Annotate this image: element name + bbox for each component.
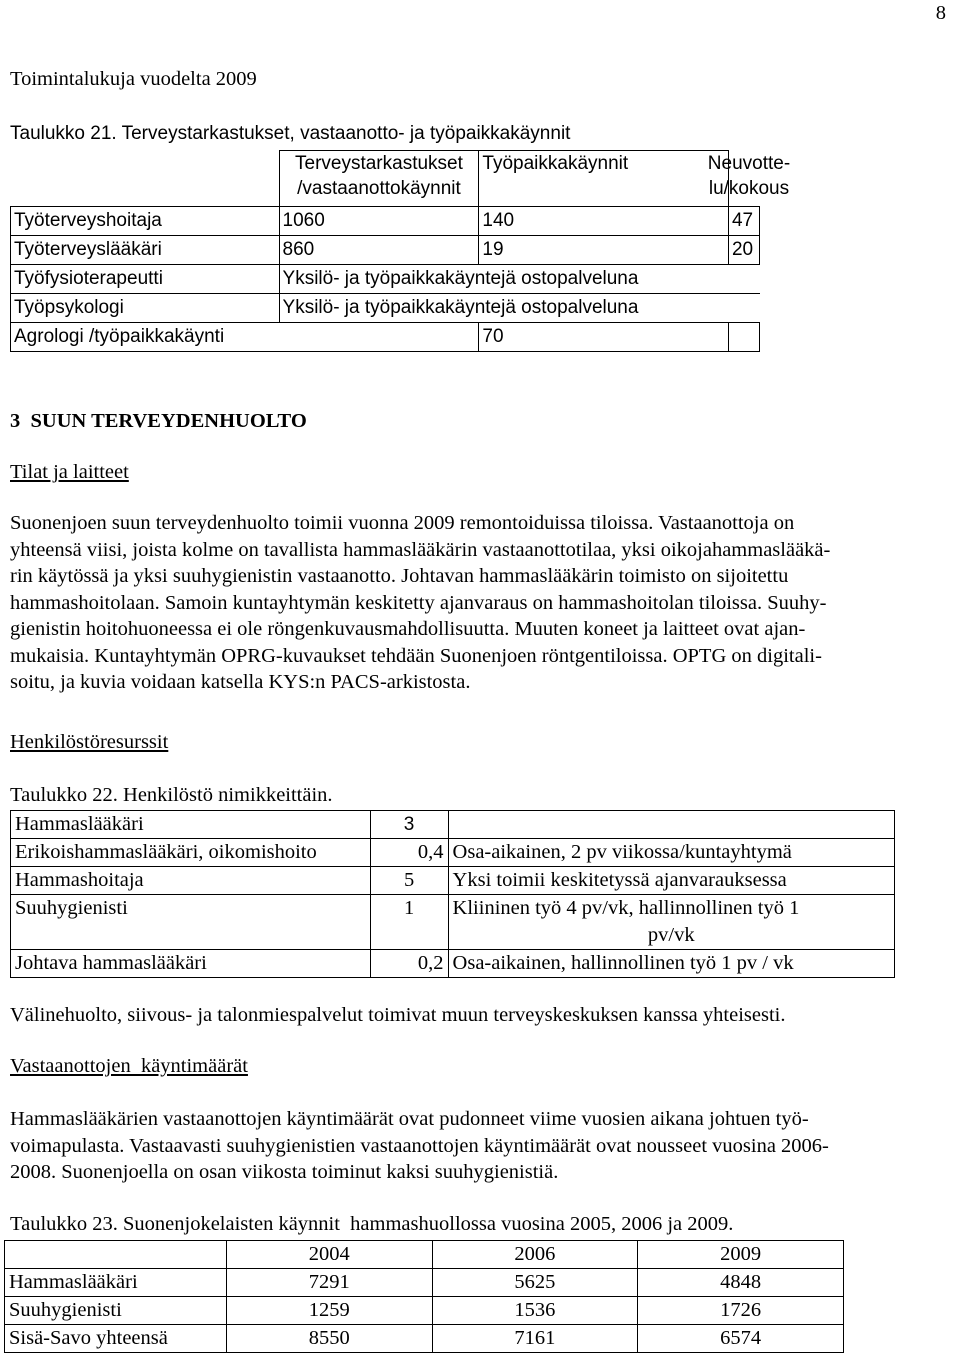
table-cell: 19 xyxy=(479,236,729,265)
table-cell xyxy=(448,811,894,839)
table-cell xyxy=(448,895,894,950)
table-cell: 5625 xyxy=(432,1269,638,1297)
table-cell: 70 xyxy=(479,323,729,352)
table-cell: Agrologi /työpaikkakäynti xyxy=(11,323,479,352)
paragraph-line: yhteensä viisi, joista kolme on tavallista hammaslääkärin vastaanottotilaa, yksi oikojahammaslääkä- xyxy=(10,538,831,561)
table-cell: 5 xyxy=(370,867,448,895)
table-cell: 3 xyxy=(370,811,448,839)
paragraph-kayntimaarat xyxy=(10,1106,955,1186)
table-row xyxy=(11,207,760,236)
table-cell: Hammashoitaja xyxy=(11,867,371,895)
paragraph-line: 2008. Suonenjoella on osan viikosta toiminut kaksi suuhygienistiä. xyxy=(10,1161,559,1183)
table-cell: Osa-aikainen, hallinnollinen työ 1 pv / vk xyxy=(448,950,894,978)
table-cell: Sisä-Savo yhteensä xyxy=(5,1325,227,1353)
table21-header-line: lu/kokous xyxy=(708,177,790,199)
table-cell: Työpsykologi xyxy=(11,294,280,323)
table-cell: 1536 xyxy=(432,1297,638,1325)
paragraph-line: mukaisia. Kuntayhtymän OPRG-kuvaukset tehdään Suonenjoen röntgentiloissa. OPTG on digitali- xyxy=(10,644,822,667)
table-row xyxy=(11,811,895,839)
subheading-henkilosto: Henkilöstöresurssit xyxy=(10,731,169,753)
table21-header-empty xyxy=(11,151,280,207)
table-cell: 1060 xyxy=(279,207,479,236)
table-cell: 7161 xyxy=(432,1325,638,1353)
table23-caption: Taulukko 23. Suonenjokelaisten käynnit hammashuollossa vuosina 2005, 2006 ja 2009. xyxy=(10,1213,734,1235)
subheading-tilat: Tilat ja laitteet xyxy=(10,461,129,483)
table-row xyxy=(5,1297,844,1325)
table22-caption: Taulukko 22. Henkilöstö nimikkeittäin. xyxy=(10,784,333,806)
table-row xyxy=(11,323,760,352)
table-cell-line: pv/vk xyxy=(647,924,695,946)
table-row xyxy=(5,1269,844,1297)
table-row xyxy=(11,236,760,265)
table-cell: Yksi toimii keskitetyssä ajanvarauksessa xyxy=(448,867,894,895)
paragraph-line: voimapulasta. Vastaavasti suuhygienistien vastaanottojen käyntimäärät ovat nousseet vuosina 2006- xyxy=(10,1134,829,1157)
table-cell: 140 xyxy=(479,207,729,236)
table21-header-line: /vastaanottokäynnit xyxy=(297,178,461,199)
table-cell: 860 xyxy=(279,236,479,265)
table21-header-line: Neuvotte- xyxy=(707,152,791,174)
table-row xyxy=(5,1325,844,1353)
table21 xyxy=(10,150,791,352)
table-cell: Erikoishammaslääkäri, oikomishoito xyxy=(11,839,371,867)
paragraph-line: soitu, ja kuvia voidaan katsella KYS:n PACS-arkistosta. xyxy=(10,671,471,693)
table21-header-line: Työpaikkakäynnit xyxy=(482,153,629,174)
paragraph-line: rin käytössä ja yksi suuhygienistin vastaanotto. Johtavan hammaslääkärin toimisto on sijoitettu xyxy=(10,565,789,587)
table-cell: 1259 xyxy=(226,1297,432,1325)
table-cell xyxy=(5,1241,227,1269)
table-cell: Osa-aikainen, 2 pv viikossa/kuntayhtymä xyxy=(448,839,894,867)
table-cell xyxy=(728,323,759,352)
paragraph-line: Hammaslääkärien vastaanottojen käyntimäärät ovat pudonneet viime vuosien aikana johtuen työ- xyxy=(10,1108,809,1130)
table-row xyxy=(11,950,895,978)
table-cell: 0,2 xyxy=(370,950,448,978)
paragraph-valinehuolto: Välinehuolto, siivous- ja talonmiespalvelut toimivat muun terveyskeskuksen kanssa yhteisesti. xyxy=(10,1004,786,1026)
table-cell: Työterveyslääkäri xyxy=(11,236,280,265)
table23 xyxy=(4,1240,844,1353)
table-cell: Yksilö- ja työpaikkakäyntejä ostopalveluna xyxy=(279,265,759,294)
page-number: 8 xyxy=(935,2,946,24)
table-cell: 0,4 xyxy=(370,839,448,867)
table21-caption: Taulukko 21. Terveystarkastukset, vastaanotto- ja työpaikkakäynnit xyxy=(10,123,571,144)
table21-header-neuvottelu xyxy=(689,151,809,201)
table-row xyxy=(5,1241,844,1269)
paragraph-tilat xyxy=(10,510,955,696)
paragraph-line: hammashoitolaan. Samoin kuntayhtymän keskitetty ajanvaraus on hammashoitolan tiloissa. Suuhy- xyxy=(10,591,827,614)
section-heading: 3 SUUN TERVEYDENHUOLTO xyxy=(10,410,307,432)
table-cell: 1 xyxy=(370,895,448,950)
table-cell: Työterveyshoitaja xyxy=(11,207,280,236)
table-cell: Hammaslääkäri xyxy=(5,1269,227,1297)
table-cell: Suuhygienisti xyxy=(11,895,371,950)
table22 xyxy=(10,810,895,978)
table-cell: Työfysioterapeutti xyxy=(11,265,280,294)
table-cell: 2004 xyxy=(226,1241,432,1269)
table-cell: Hammaslääkäri xyxy=(11,811,371,839)
table-cell: 4848 xyxy=(638,1269,844,1297)
table21-header-row xyxy=(11,151,760,207)
table-row xyxy=(11,265,760,294)
table-cell: 7291 xyxy=(226,1269,432,1297)
table21-header-cell xyxy=(279,151,479,207)
section-title: Toimintalukuja vuodelta 2009 xyxy=(10,68,257,90)
table-cell: 47 xyxy=(728,207,759,236)
table-cell: 2009 xyxy=(638,1241,844,1269)
table-cell: 2006 xyxy=(432,1241,638,1269)
table21-header-line: Terveystarkastukset xyxy=(295,153,463,174)
table-row xyxy=(11,895,895,950)
table-cell: Suuhygienisti xyxy=(5,1297,227,1325)
table-row xyxy=(11,294,760,323)
table21-header-cell xyxy=(707,151,791,207)
subheading-kayntimaarat: Vastaanottojen käyntimäärät xyxy=(10,1055,248,1077)
table-cell: Yksilö- ja työpaikkakäyntejä ostopalveluna xyxy=(279,294,759,323)
table-row xyxy=(11,839,895,867)
table-cell: Johtava hammaslääkäri xyxy=(11,950,371,978)
table-cell-line: Kliininen työ 4 pv/vk, hallinnollinen työ 1 xyxy=(452,897,800,919)
paragraph-line: Suonenjoen suun terveydenhuolto toimii vuonna 2009 remontoiduissa tiloissa. Vastaanottoja on xyxy=(10,512,795,534)
paragraph-line: gienistin hoitohuoneessa ei ole röngenkuvausmahdollisuutta. Muuten koneet ja laitteet ovat ajan- xyxy=(10,618,806,640)
table-cell: 1726 xyxy=(638,1297,844,1325)
table-cell: 6574 xyxy=(638,1325,844,1353)
table-cell: 20 xyxy=(728,236,759,265)
table-cell: 8550 xyxy=(226,1325,432,1353)
table-row xyxy=(11,867,895,895)
